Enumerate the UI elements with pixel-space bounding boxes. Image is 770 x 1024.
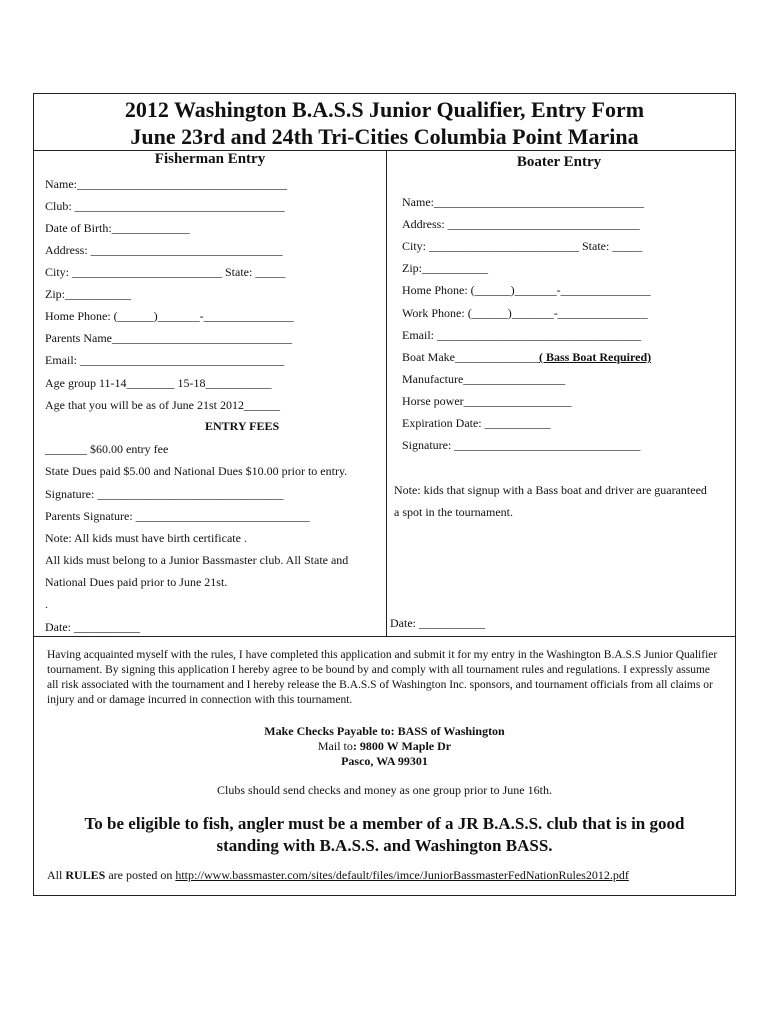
age-as-of-field[interactable]: Age that you will be as of June 21st 2012______ <box>45 398 280 412</box>
fisherman-address-field[interactable]: Address: ________________________________ <box>45 243 283 257</box>
rules-link[interactable]: http://www.bassmaster.com/sites/default/files/imce/JuniorBassmasterFedNationRules2012.pdf <box>175 868 629 882</box>
payable-value: BASS of Washington <box>394 724 505 738</box>
dues-note: State Dues paid $5.00 and National Dues $10.00 prior to entry. <box>45 464 348 478</box>
expiration-date-field[interactable]: Expiration Date: ___________ <box>402 416 551 430</box>
boater-entry-heading: Boater Entry <box>516 154 602 170</box>
boater-address-field[interactable]: Address: ________________________________ <box>402 217 640 231</box>
fisherman-club-field[interactable]: Club: ___________________________________ <box>45 199 285 213</box>
fisherman-zip-field[interactable]: Zip:___________ <box>45 287 131 301</box>
boater-work-phone-field[interactable]: Work Phone: (______)_______-_______________ <box>402 306 648 320</box>
boater-zip-field[interactable]: Zip:___________ <box>402 261 488 275</box>
bass-boat-required-note: ( Bass Boat Required) <box>539 350 652 364</box>
fisherman-date-field[interactable]: Date: ___________ <box>45 620 140 634</box>
boater-email-field[interactable]: Email: __________________________________ <box>402 328 641 342</box>
mail-to-address: : 9800 W Maple Dr <box>352 739 452 753</box>
rules-bold: RULES <box>65 868 106 882</box>
fisherman-city-state-field[interactable]: City: _________________________ State: _____ <box>45 265 286 279</box>
entry-form <box>33 93 736 896</box>
boater-signature-field[interactable]: Signature: _______________________________ <box>402 438 641 452</box>
form-title-line1: 2012 Washington B.A.S.S Junior Qualifier, Entry Form <box>124 97 645 122</box>
fisherman-name-field[interactable]: Name:___________________________________ <box>45 177 287 191</box>
parents-signature-field[interactable]: Parents Signature: _____________________________ <box>45 509 310 523</box>
stray-period: . <box>45 597 48 611</box>
manufacture-field[interactable]: Manufacture_________________ <box>402 372 566 386</box>
entry-fee-field[interactable]: _______ $60.00 entry fee <box>45 442 169 456</box>
boat-make-field[interactable] <box>402 350 651 365</box>
boater-guarantee-note-line2: a spot in the tournament. <box>394 505 513 519</box>
fisherman-signature-field[interactable]: Signature: _______________________________ <box>45 487 284 501</box>
fisherman-email-field[interactable]: Email: __________________________________ <box>45 353 284 367</box>
clubs-note: Clubs should send checks and money as one group prior to June 16th. <box>217 783 552 797</box>
form-title-line2: June 23rd and 24th Tri-Cities Columbia Point Marina <box>130 124 639 149</box>
mail-city-line: Pasco, WA 99301 <box>341 754 428 768</box>
boater-name-field[interactable]: Name:___________________________________ <box>402 195 644 209</box>
parents-name-field[interactable]: Parents Name______________________________ <box>45 331 292 345</box>
mail-to-label: Mail to <box>317 739 353 753</box>
column-divider <box>386 150 387 636</box>
rules-line <box>47 868 629 883</box>
rules-prefix: All <box>47 868 66 882</box>
payable-line <box>34 724 735 739</box>
rules-middle: are posted on <box>105 868 176 882</box>
age-group-field[interactable]: Age group 11-14________ 15-18___________ <box>45 376 272 390</box>
fisherman-home-phone-field[interactable]: Home Phone: (______)_______-_______________ <box>45 309 294 323</box>
agreement-paragraph: Having acquainted myself with the rules, I have completed this application and submit it for my entry in the Washington B.A.S.S Junior Qualifier tournament. By signing this application I hereby agree to be bound by and comply with all tournament rules and regulations. I expressly assume all risk associated with the tournament and I hereby release the B.A.S.S of Washington Inc. sponsors, and tournament officials from all claims or injury and or damage incurred in connection with this tournament. <box>47 649 718 706</box>
boater-city-state-field[interactable]: City: _________________________ State: _____ <box>402 239 643 253</box>
fisherman-dob-field[interactable]: Date of Birth:_____________ <box>45 221 190 235</box>
section-divider <box>34 636 735 637</box>
eligibility-line2: standing with B.A.S.S. and Washington BASS. <box>216 836 553 855</box>
national-dues-note: National Dues paid prior to June 21st. <box>45 575 228 589</box>
entry-fees-heading: ENTRY FEES <box>205 419 280 433</box>
club-membership-note: All kids must belong to a Junior Bassmaster club. All State and <box>45 553 349 567</box>
eligibility-line1: To be eligible to fish, angler must be a member of a JR B.A.S.S. club that is in good <box>84 814 685 833</box>
mail-to-line <box>34 739 735 754</box>
horse-power-field[interactable]: Horse power__________________ <box>402 394 572 408</box>
boat-make-label: Boat Make______________ <box>402 350 539 364</box>
fisherman-entry-heading: Fisherman Entry <box>154 151 266 167</box>
boater-date-field[interactable]: Date: ___________ <box>390 616 485 630</box>
birth-certificate-note: Note: All kids must have birth certificate . <box>45 531 247 545</box>
boater-home-phone-field[interactable]: Home Phone: (______)_______-_______________ <box>402 283 651 297</box>
payable-label: Make Checks Payable to: <box>264 724 395 738</box>
boater-guarantee-note-line1: Note: kids that signup with a Bass boat and driver are guaranteed <box>394 483 707 497</box>
